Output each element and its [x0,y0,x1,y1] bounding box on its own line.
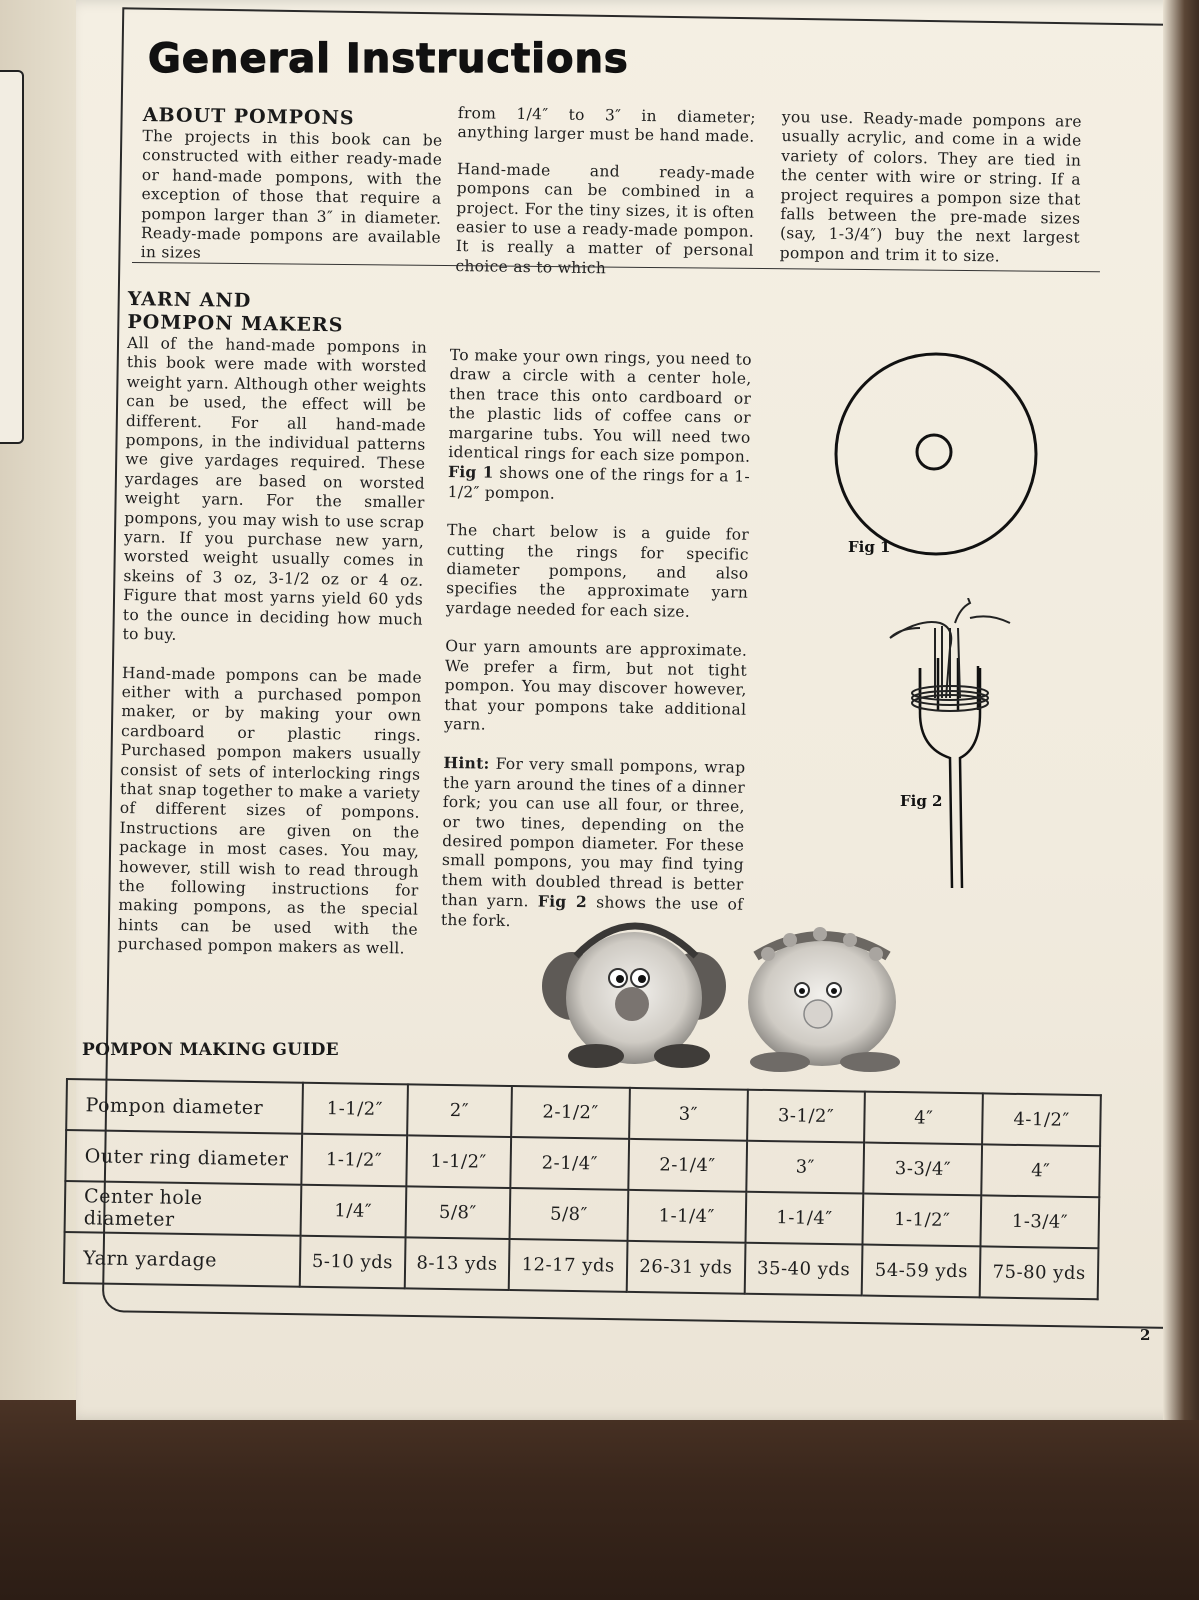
about-pompons-heading: ABOUT POMPONS [142,104,355,130]
rings-paragraph [448,346,752,507]
rings-text-post: shows one of the rings for a 1-1/2″ pompon. [447,464,751,503]
table-cell: 5/8″ [405,1186,510,1239]
fig1-label: Fig 1 [848,538,891,556]
table-cell: 3″ [629,1088,748,1141]
fig2-fork-illustration [880,598,1020,918]
guide-title: POMPON MAKING GUIDE [82,1040,339,1060]
table-cell: 2-1/2″ [511,1086,630,1139]
table-cell: 4-1/2″ [982,1093,1101,1146]
table-cell: 54-59 yds [862,1245,981,1298]
fig1-ring-illustration [826,352,1046,562]
yarn-heading-line-1: YARN AND [127,288,252,312]
about-pompons-text-3: you use. Ready-made pompons are usually acrylic, and come in a wide variety of colors. They are tied in the center with wire or string. If a project requires a pompon size that falls between the pre-made sizes (say, 1-3/4″) buy the next largest pompon and trim it to size. [779,108,1082,266]
table-cell: 1-1/4″ [745,1192,864,1245]
about-pompons-column-2 [455,104,756,281]
table-cell: 1/4″ [301,1185,406,1238]
yarn-heading-line-2: POMPON MAKERS [127,310,344,337]
fig2-label: Fig 2 [900,792,943,810]
table-cell: 3-3/4″ [864,1143,983,1196]
table-cell: 26-31 yds [627,1241,746,1294]
table-cell: 4″ [981,1144,1100,1197]
table-cell: 3-1/2″ [747,1090,866,1143]
row-label: Pompon diameter [66,1079,303,1134]
table-cell: 3″ [746,1141,865,1194]
guide-table-body [64,1079,1101,1299]
table-cell: 1-1/2″ [302,1083,407,1136]
tabletop-background [0,1400,1199,1600]
flower-crown-pompon [748,927,900,1072]
hint-paragraph [441,753,746,934]
table-cell: 1-1/2″ [406,1135,511,1188]
yarn-column-2 [441,346,752,935]
about-pompons-text-2b: Hand-made and ready-made pompons can be combined in a project. For the tiny sizes, it is often easier to use a ready-made pompon. It is really a matter of personal choice as to which [455,159,756,278]
hint-text: For very small pompons, wrap the yarn around the tines of a dinner fork; you can use all four, or three, or two tines, depending on the desired pompon diameter. For these small pompons, you may find tying them with doubled thread is better than yarn. [441,755,746,911]
table-cell: 5/8″ [510,1188,629,1241]
row-label: Center hole diameter [65,1181,302,1236]
yarn-amounts-paragraph: Our yarn amounts are approximate. We prefer a firm, but not tight pompon. You may discover however, that your pompons take additional yarn. [443,637,748,734]
table-cell: 75-80 yds [980,1246,1099,1299]
table-cell: 12-17 yds [509,1239,628,1292]
table-cell: 35-40 yds [744,1243,863,1296]
page-shadow-edge [1163,0,1199,1420]
row-label: Yarn yardage [64,1232,301,1287]
hint-text-post: shows the use of the fork. [440,893,744,930]
table-cell: 2″ [407,1084,512,1137]
table-cell: 2-1/4″ [628,1139,747,1192]
fig2-reference: Fig 2 [537,891,588,912]
page-number: 2 [1140,1326,1151,1344]
about-pompons-text-2a: from 1/4″ to 3″ in diameter; anything larger must be hand made. [457,104,756,147]
yarn-column-1 [118,288,428,959]
hint-label: Hint: [443,753,490,773]
rings-text-pre: To make your own rings, you need to draw a circle with a center hole, then trace this onto cardboard or the plastic lids of coffee cans or margarine tubs. You will need two identical rings for each size pompon. [448,346,752,466]
about-pompons-column-3 [780,108,1082,268]
pompon-characters-photo [536,916,906,1076]
table-cell: 4″ [865,1092,984,1145]
table-cell: 5-10 yds [300,1236,405,1289]
yarn-paragraph-1: All of the hand-made pompons in this book were made with worsted weight yarn. Although other weights can be used, the effect will be different. For all hand-made pompons, in the individual patterns we give yardages required. These yardages are based on worsted weight yarn. For the smaller pompons, you may wish to use scrap yarn. If you purchase new yarn, worsted weight usually comes in skeins of 3 oz, 3-1/2 oz or 4 oz. Figure that most yarns yield 60 yds to the ounce in deciding how much to buy. [122,333,428,644]
table-cell: 2-1/4″ [511,1137,630,1190]
chart-paragraph: The chart below is a guide for cutting the rings for specific diameter pompons, and also specifies the approximate yarn yardage needed for each size. [445,521,750,621]
row-label: Outer ring diameter [65,1130,302,1185]
pompon-making-guide-table [63,1078,1102,1300]
about-pompons-text-1: The projects in this book can be constructed with either ready-made or hand-made pompons, with the exception of those that require a pompon larger than 3″ in diameter. Ready-made pompons are available in sizes [140,126,443,263]
table-cell: 1-1/4″ [627,1190,746,1243]
yarn-paragraph-2: Hand-made pompons can be made either with a purchased pompon maker, or by making your own cardboard or plastic rings. Purchased pompon makers usually consist of sets of interlocking rings that snap together to make a variety of different sizes of pompons. Instructions are given on the package in most cases. You may, however, still wish to read through the following instructions for making pompons, as the special hints can be used with the purchased pompon makers as well. [117,663,423,958]
table-cell: 1-3/4″ [981,1195,1100,1248]
page-title: General Instructions [148,36,629,82]
table-cell: 1-1/2″ [301,1134,406,1187]
fig1-reference: Fig 1 [447,462,494,483]
about-pompons-column-1 [141,104,443,268]
earmuff-pompon [542,926,726,1068]
table-cell: 8-13 yds [404,1237,509,1290]
table-cell: 1-1/2″ [863,1194,982,1247]
left-page-frame [0,70,24,444]
